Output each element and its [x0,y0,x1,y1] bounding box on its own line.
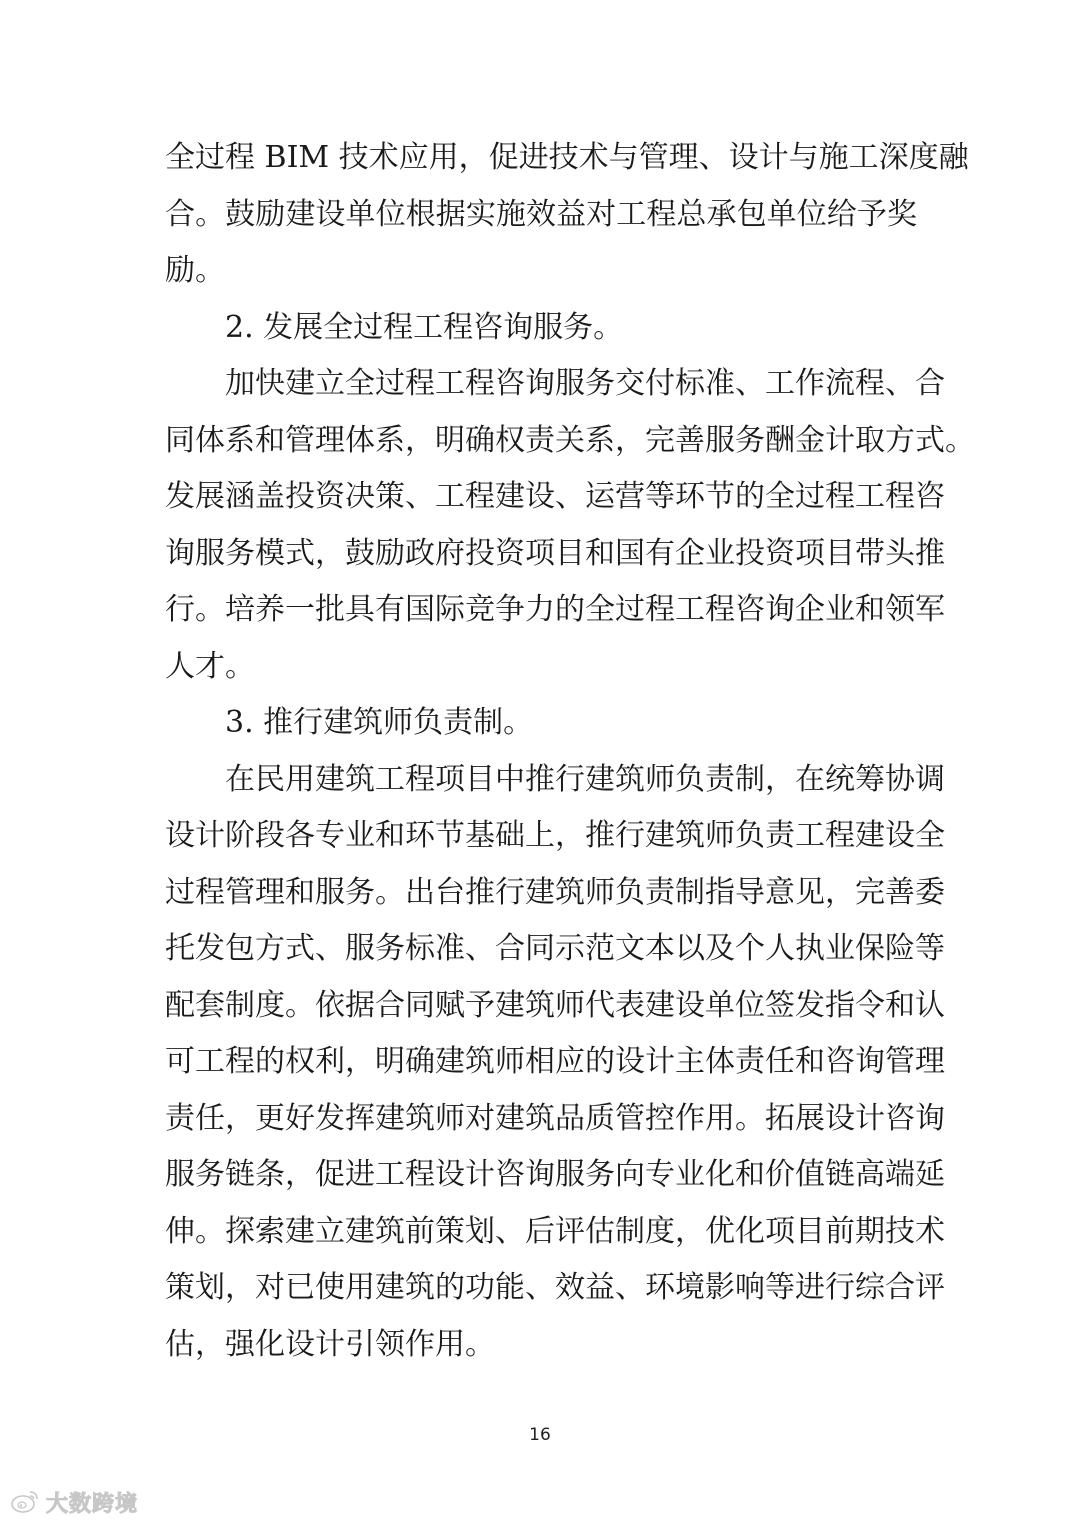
section-heading: 2. 发展全过程工程咨询服务。 [225,309,624,345]
text-line: 估，强化设计引领作用。 [165,1326,495,1362]
text-line: 责任，更好发挥建筑师对建筑品质管控作用。拓展设计咨询 [165,1100,945,1136]
watermark [10,1487,138,1518]
text-line: 励。 [165,253,225,288]
text-line: 加快建立全过程工程咨询服务交付标准、工作流程、合 [225,366,945,401]
page-number: 16 [529,1425,551,1445]
watermark-text: 大数跨境 [46,1492,139,1517]
text-line: 询服务模式，鼓励政府投资项目和国有企业投资项目带头推 [165,535,945,571]
text-line: 同体系和管理体系，明确权责关系，完善服务酬金计取方式。 [165,422,975,458]
text-line: 合。鼓励建设单位根据实施效益对工程总承包单位给予奖 [165,196,917,232]
text-line: 伸。探索建立建筑前策划、后评估制度，优化项目前期技术 [165,1213,945,1249]
weibo-logo-icon [10,1488,40,1518]
text-line: 发展涵盖投资决策、工程建设、运营等环节的全过程工程咨 [165,479,945,514]
text-line: 全过程 BIM 技术应用，促进技术与管理、设计与施工深度融 [165,140,969,175]
text-line: 设计阶段各专业和环节基础上，推行建筑师负责工程建设全 [165,818,945,853]
text-line: 人才。 [165,648,255,684]
text-line: 过程管理和服务。出台推行建筑师负责制指导意见，完善委 [165,874,945,910]
text-line: 可工程的权利，明确建筑师相应的设计主体责任和咨询管理 [165,1044,945,1079]
text-line: 在民用建筑工程项目中推行建筑师负责制，在统筹协调 [225,761,945,797]
text-line: 服务链条，促进工程设计咨询服务向专业化和价值链高端延 [165,1157,945,1192]
document-body [165,130,975,1373]
text-line: 配套制度。依据合同赋予建筑师代表建设单位签发指令和认 [165,987,945,1023]
text-line: 托发包方式、服务标准、合同示范文本以及个人执业保险等 [165,931,945,966]
text-line: 行。培养一批具有国际竞争力的全过程工程咨询企业和领军 [165,592,945,627]
text-line: 策划，对已使用建筑的功能、效益、环境影响等进行综合评 [165,1270,945,1305]
section-heading: 3. 推行建筑师负责制。 [225,705,534,740]
